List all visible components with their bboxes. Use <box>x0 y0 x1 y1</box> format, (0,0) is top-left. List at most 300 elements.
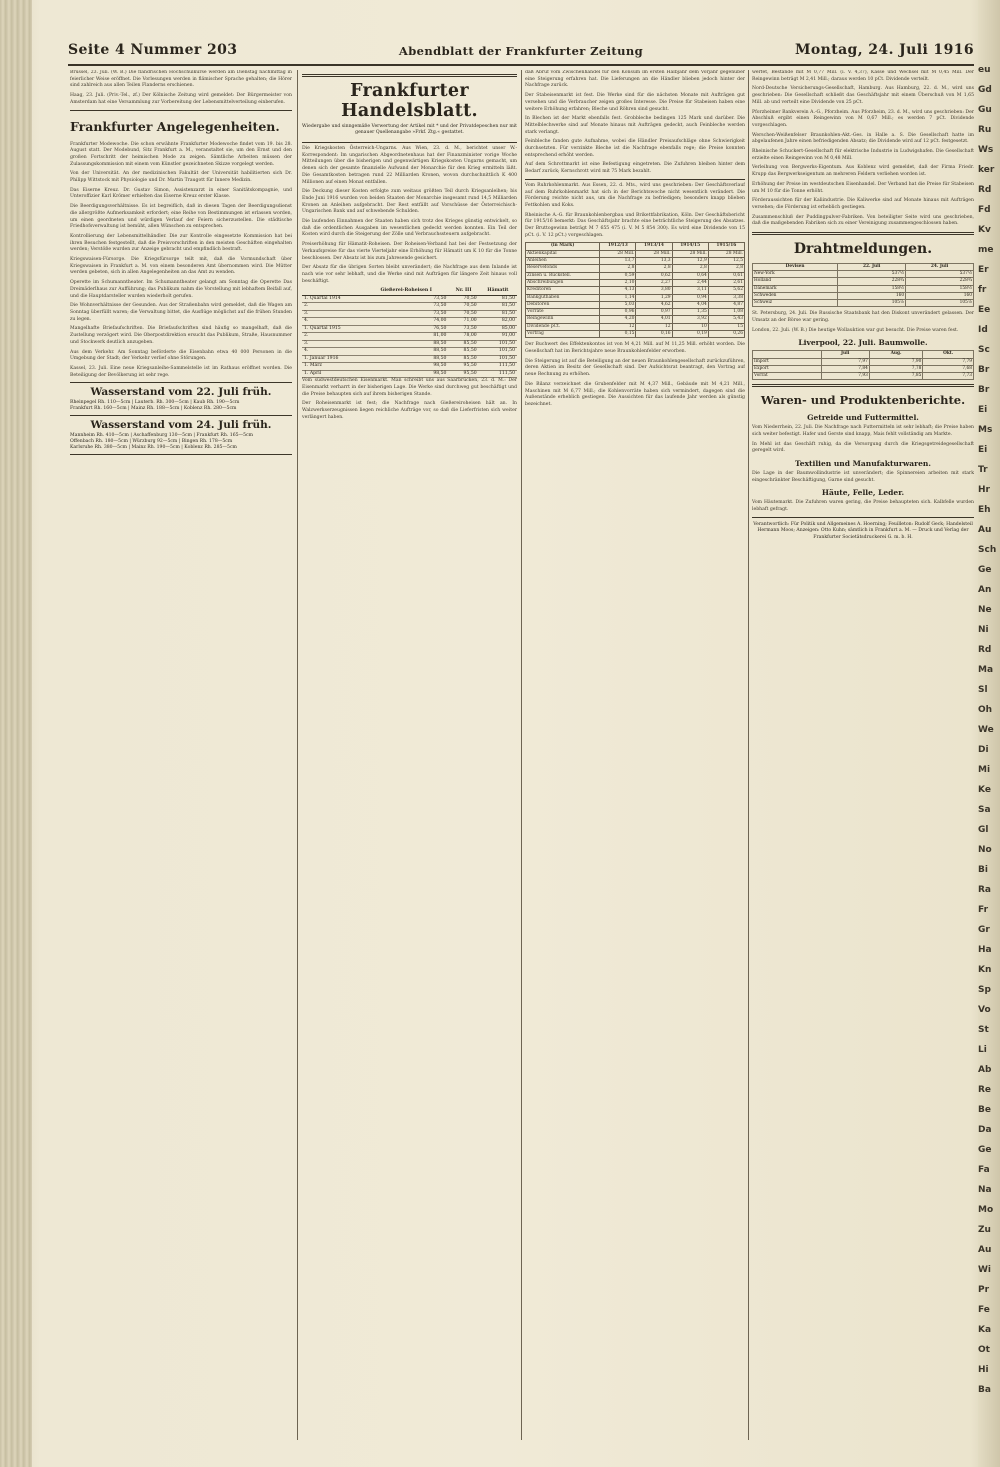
table-header: 1915/16 <box>708 243 744 250</box>
facing-page-text-fragment: eu <box>978 65 991 75</box>
table-cell: 0,62 <box>636 272 672 279</box>
facing-page-text-fragment: ker <box>978 165 995 175</box>
article-paragraph: Förderaussichten für der Kaliindustrie. Die Kaliwerke sind auf Monate hinaus mit Aufträgen versehen; die Förderung ist erheblich gestiegen. <box>752 198 974 210</box>
table-cell: 101,50 <box>479 348 517 356</box>
table-cell: New-York <box>753 271 838 278</box>
imprint: Verantwortlich: Für Politik und Allgemeines A. Hoerning; Feuilleton: Rudolf Geck; Handelsteil Hermann Moos; Anzeigen: Otto Kuhn; sämtlich in Frankfurt a. M. — Druck und Verlag der Frankfurter Societätsdruckerei G. m. b. H. <box>753 521 973 540</box>
table-header: 1912/13 <box>600 243 636 250</box>
table-row <box>526 272 745 279</box>
table-cell: 101,50 <box>479 355 517 363</box>
article-paragraph: Die Bilanz verzeichnet die Grubenfelder mit M 4,37 Mill., Gebäude mit M 4,21 Mill., Maschinen mit M 6,77 Mill.; die Kohlenvorräte haben sich vermindert, dagegen sind die Außenstände erheblich gestiegen. Die Aussichten für das laufende Jahr werden als günstig bezeichnet. <box>525 381 745 407</box>
facing-page-text-fragment: Ru <box>978 125 992 135</box>
exchange-rate-table <box>752 263 974 307</box>
table-cell: Dividende pCt. <box>526 323 600 330</box>
article-paragraph: In Blechen ist der Markt ebenfalls fest. Grobbleche bedingen 125 Mark und darüber. Die Mittelblechwerke sind auf Monate hinaus mit Aufträgen gedeckt, auch Feinbleche werden stark verlangt. <box>525 116 745 135</box>
divider <box>302 74 517 77</box>
table-cell: 12,9 <box>672 258 708 265</box>
table-cell: 7,79 <box>923 358 974 365</box>
table-row <box>526 287 745 294</box>
table-cell: 0,64 <box>672 272 708 279</box>
facing-page-text-fragment: Ne <box>978 605 992 615</box>
table-cell: 228¾ <box>906 278 974 285</box>
facing-page-text-fragment: Pr <box>978 1285 990 1295</box>
table-cell: 91,00 <box>479 333 517 341</box>
article-paragraph: Der Buchwert des Effektenkontos ist von M 4,21 Mill. auf M 11,25 Mill. erhöht worden. Die Gesellschaft hat im Berichtsjahre neue Braunkohlenfelder erworben. <box>525 342 745 355</box>
table-row <box>526 301 745 308</box>
facing-page-text-fragment: me <box>978 245 994 255</box>
table-row <box>302 355 517 363</box>
table-cell: Aktienkapital <box>526 250 600 257</box>
table-header <box>302 288 364 295</box>
table-cell: 4,87 <box>708 301 744 308</box>
table-cell: 2. <box>302 333 364 341</box>
table-row <box>302 340 517 348</box>
subsection-title: Textilien und Manufakturwaren. <box>795 459 931 469</box>
water-level-list <box>70 400 292 412</box>
table-cell: 7,93 <box>821 373 869 380</box>
table-cell: 1,35 <box>672 309 708 316</box>
table-cell: 537½ <box>906 271 974 278</box>
facing-page-text-fragment: Ka <box>978 1325 992 1335</box>
facing-page-text-fragment: Li <box>978 1045 987 1055</box>
divider <box>752 232 974 235</box>
column-rule <box>748 70 749 1440</box>
table-cell: 28 Mill. <box>672 250 708 257</box>
table-cell: 158½ <box>838 285 906 292</box>
table-header: Okt. <box>923 351 974 358</box>
facing-page-text-fragment: Ke <box>978 785 991 795</box>
table-header: 1913/14 <box>636 243 672 250</box>
facing-page-text-fragment: Fe <box>978 1305 990 1315</box>
article-paragraph: Rheinische A.-G. für Braunkohlenbergbau und Brikettfabrikation, Köln. Der Geschäftsbericht für 1915/16 bemerkt: Das Geschäftsjahr brachte eine beträchtliche Steigerung des Absatzes. Der Bruttogewinn beträgt M 7 655 475 (i. V. M 5 854 300). Es wird eine Dividende von 15 pCt. (i. V. 12 pCt.) vorgeschlagen. <box>525 212 745 238</box>
facing-page-text-fragment: Oh <box>978 705 993 715</box>
table-cell: 2,27 <box>636 279 672 286</box>
table-cell: 4,13 <box>600 287 636 294</box>
table-cell: 1. Quartal 1914 <box>302 295 364 303</box>
company-balance-table <box>525 242 745 338</box>
table-cell: 1,14 <box>600 294 636 301</box>
table-cell: 95,50 <box>448 363 478 371</box>
liverpool-title: Liverpool, 22. Juli. Baumwolle. <box>798 338 928 348</box>
facing-page-text-fragment: Na <box>978 1185 992 1195</box>
table-cell: 15 <box>708 323 744 330</box>
table-cell: 0,96 <box>600 309 636 316</box>
facing-page-text-fragment: Kn <box>978 965 992 975</box>
column-3 <box>525 70 745 1440</box>
issue-date: Montag, 24. Juli 1916 <box>795 42 974 58</box>
table-row <box>526 294 745 301</box>
table-cell: 7,73 <box>923 373 974 380</box>
table-cell: 10 <box>672 323 708 330</box>
facing-page-text-fragment: Eh <box>978 505 991 515</box>
article-paragraph: Der Stabeisenmarkt ist fest. Die Werke sind für die nächsten Monate mit Aufträgen gut versehen und die Verbraucher zeigen großes Interesse. Die Preise für Stabeisen haben eine weitere Erhöhung erfahren; Bleche und Röhren sind gesucht. <box>525 93 745 112</box>
water-level-row: Offenbach Rh. 180—5cm | Würzburg 92—5cm | Bingen Rh. 178—5cm <box>70 439 233 445</box>
facing-page-text-fragment: Gu <box>978 105 992 115</box>
table-cell: 0,26 <box>708 331 744 338</box>
article-paragraph: Frankfurter Modewoche. Die schon erwähnte Frankfurter Modewoche findet vom 19. bis 28. August statt. Der Modebund, Sitz Frankfurt a. M., veranstaltet sie, um den Ernst und den großen Fortschritt der heimischen Mode zu zeigen. Sämtliche Arbeiten müssen der Zulassungskommission mit einem vom Künstler gezeichneten Skizze vorgelegt werden. <box>70 141 292 167</box>
table-cell: 160 <box>838 292 906 299</box>
column-rule <box>297 70 298 1440</box>
facing-page-text-fragment: Da <box>978 1125 992 1135</box>
table-cell: Kreditoren <box>526 287 600 294</box>
table-cell: 4,01 <box>636 316 672 323</box>
article-paragraph: Preiserhöhung für Hämatit-Roheisen. Der Roheisen-Verband hat bei der Festsetzung der Verkaufspreise für das vierte Vierteljahr eine Erhöhung für Hämatit um K 10 für die Tonne beschlossen. Der Absatz ist bis zum Jahresende gesichert. <box>302 242 517 261</box>
facing-page-text-fragment: Mo <box>978 1205 994 1215</box>
table-cell: 76,50 <box>364 325 448 333</box>
article-paragraph: Das Eiserne Kreuz. Dr. Gustav Simon, Assistenzarzt in einer Sanitätskompagnie, und Unteroffizier Karl Krömer erhielten das Eiserne Kreuz erster Klasse. <box>70 187 292 200</box>
article-paragraph: Mangelhafte Briefaufschriften. Die Briefaufschriften sind häufig so mangelhaft, daß die Zustellung verzögert wird. Die Oberpostdirektion ersucht das Publikum, Straße, Hausnummer und Stockwerk deutlich anzugeben. <box>70 326 292 345</box>
article-paragraph: Vom Niederrhein, 22. Juli. Die Nachfrage nach Futtermitteln ist sehr lebhaft; die Preise haben sich weiter befestigt. Hafer und Gerste sind knapp, Mais fehlt vollständig am Markte. <box>752 425 974 437</box>
article-paragraph: Die Steigerung ist auf die Beteiligung an der neuen Braunkohlengesellschaft zurückzuführen, deren Aktien im Besitz der Gesellschaft sind. Der Aufsichtsrat beantragt, den Vortrag auf neue Rechnung zu erhöhen. <box>525 358 745 378</box>
article-paragraph: Kassel, 23. Juli. Eine neue Kriegsanleihe-Sammelstelle ist im Rathaus eröffnet worden. Die Beteiligung der Bevölkerung ist sehr rege. <box>70 365 292 378</box>
facing-page-text-fragment: Gr <box>978 925 990 935</box>
table-cell: Reingewinn <box>526 316 600 323</box>
page-number-label: Seite 4 Nummer 203 <box>68 42 238 58</box>
article-paragraph: daß Abruf vom Zwischenhandel für den Konsum im ersten Halbjahr dem Vorjahr gegenüber eine Steigerung erfahren hat. Die Lieferungen an die Händler blieben jedoch hinter der Nachfrage zurück. <box>525 70 745 89</box>
table-cell: Abschreibungen <box>526 279 600 286</box>
table-cell: 2,10 <box>600 279 636 286</box>
facing-page-text-fragment: St <box>978 1025 989 1035</box>
table-cell: 228¾ <box>838 278 906 285</box>
table-cell: Vorrat <box>753 373 822 380</box>
table-row <box>753 292 974 299</box>
facing-page-fragment <box>978 60 998 1440</box>
table-cell: 28 Mill. <box>636 250 672 257</box>
facing-page-text-fragment: Mi <box>978 765 991 775</box>
table-cell: 74,00 <box>364 318 448 326</box>
table-cell: 82,00 <box>479 318 517 326</box>
facing-page-text-fragment: Br <box>978 365 990 375</box>
table-row <box>526 265 745 272</box>
table-cell: 111,50 <box>479 363 517 371</box>
table-cell: Zinsen u. Rückstell. <box>526 272 600 279</box>
article-paragraph: Die Kriegskosten Österreich-Ungarns. Aus Wien, 23. d. M., berichtet unser W.-Korrespondent: Im ungarischen Abgeordnetenhaus hat der Finanzminister vorige Woche Mitteilungen über die bisherigen und gegenwärtigen Kriegskosten Ungarns gemacht, um denen sich der gesamte finanzielle Aufwand der Monarchie für den Krieg ermitteln läßt. Die Gesamtkosten betragen rund 22 Milliarden Kronen, wovon durchschnittlich K 400 Millionen auf einen Monat entfallen. <box>302 146 517 185</box>
facing-page-text-fragment: Tr <box>978 465 988 475</box>
water-level-row: Mannheim Rh. 410—5cm | Aschaffenburg 130—5cm | Frankfurt Rh. 165—5cm <box>70 433 253 439</box>
facing-page-text-fragment: Ba <box>978 1385 991 1395</box>
table-cell: 12 <box>600 323 636 330</box>
facing-page-text-fragment: Be <box>978 1105 991 1115</box>
article-paragraph: Brüssel, 23. Juli. (W. B.) Die flandrischen Hochschulkurse werden am Dienstag nachmittag in feierlicher Weise eröffnet. Die Vorlesungen werden in flämischer Sprache gehalten; die Hörer sind zahlreich aus allen Teilen Flanderns erschienen. <box>70 70 292 89</box>
facing-page-text-fragment: Au <box>978 525 992 535</box>
facing-page-text-fragment: Vo <box>978 1005 991 1015</box>
article-paragraph: St. Petersburg, 24. Juli. Die Russische Staatsbank hat den Diskont unverändert gelassen. Der Umsatz an der Börse war gering. <box>752 311 974 323</box>
table-cell: 7,84 <box>821 365 869 372</box>
table-header <box>753 351 822 358</box>
article-paragraph: In Mehl ist das Geschäft ruhig, da die Versorgung durch die Kriegsgetreidegesellschaft geregelt wird. <box>752 441 974 454</box>
facing-page-text-fragment: Id <box>978 325 988 335</box>
facing-page-text-fragment: Ei <box>978 405 988 415</box>
divider <box>70 382 292 383</box>
table-cell: 1. Quartal 1915 <box>302 325 364 333</box>
article-paragraph: Verleihung von Bergwerks-Eigentum. Aus Koblenz wird gemeldet, daß der Firma Friedr. Krupp das Bergwerkseigentum an mehreren Feldern verliehen worden ist. <box>752 165 974 178</box>
table-cell: Bankguthaben <box>526 294 600 301</box>
table-cell: 1,29 <box>636 294 672 301</box>
column-2 <box>302 70 517 1440</box>
facing-page-text-fragment: Au <box>978 1245 992 1255</box>
water-level-title: Wasserstand vom 22. Juli früh. <box>90 386 272 399</box>
table-cell: 537½ <box>838 271 906 278</box>
facing-page-text-fragment: Ma <box>978 665 994 675</box>
table-cell: 0,15 <box>600 331 636 338</box>
table-cell: 0,59 <box>600 272 636 279</box>
table-cell: Vortrag <box>526 331 600 338</box>
table-header: (in Mark) <box>526 243 600 250</box>
table-cell: 85,50 <box>448 348 478 356</box>
article-paragraph: Haag, 23. Juli. (Priv.-Tel., zf.) Der Kölnische Zeitung wird gemeldet: Der Bürgermeister von Amsterdam hat eine Versammlung zur Vorbereitung der Lebensmittelverteilung einberufen. <box>70 93 292 105</box>
facing-page-text-fragment: Br <box>978 385 990 395</box>
table-cell: Schweden <box>753 292 838 299</box>
facing-page-text-fragment: Ra <box>978 885 992 895</box>
table-header: Aug. <box>869 351 923 358</box>
article-paragraph: Zusammenschluß der Puddingpulver-Fabriken. Von beteiligter Seite wird uns geschrieben, daß die maßgebenden Fabriken sich zu einer Vereinigung zusammengeschlossen haben. <box>752 214 974 227</box>
table-cell: 81,50 <box>479 295 517 303</box>
table-cell: 2,8 <box>636 265 672 272</box>
table-cell: 3. <box>302 340 364 348</box>
table-cell: 3,11 <box>672 287 708 294</box>
table-header: Nr. III <box>448 288 478 295</box>
facing-page-text-fragment: Kv <box>978 225 991 235</box>
reprint-note: Wiedergabe und sinngemäße Verwertung der Artikel mit * und der Privatdepeschen nur mit genauer Quellenangabe »Frkf. Ztg.« gestattet. <box>302 124 517 135</box>
article-paragraph: Vom südwestdeutschen Eisenmarkt. Man schreibt uns aus Saarbrücken, 23. d. M.: Der Eisenmarkt verharrt in der bisherigen Lage. Die Werke sind durchweg gut beschäftigt und die Preise behaupten sich auf ihrem bisherigen Stande. <box>302 378 517 397</box>
table-cell: 0,94 <box>672 294 708 301</box>
facing-page-text-fragment: Re <box>978 1085 992 1095</box>
facing-page-text-fragment: Hi <box>978 1365 989 1375</box>
table-cell: 98,50 <box>364 370 448 378</box>
article-paragraph: Nord-Deutsche Versicherungs-Gesellschaft, Hamburg. Aus Hamburg, 22. d. M., wird uns geschrieben: Die Gesellschaft schließt das Geschäftsjahr mit einem Überschuß von M 1,65 Mill. ab und verteilt eine Dividende von 25 pCt. <box>752 86 974 105</box>
table-cell: 85,00 <box>479 325 517 333</box>
table-row <box>302 318 517 326</box>
table-cell: 2,44 <box>672 279 708 286</box>
table-cell: 85,50 <box>448 355 478 363</box>
page-binding-edge <box>0 0 32 1467</box>
table-cell: 4. <box>302 318 364 326</box>
table-cell: 73,50 <box>364 303 448 311</box>
table-row <box>302 295 517 303</box>
subsection-title: Getreide und Futtermittel. <box>807 413 919 423</box>
table-cell: 4. <box>302 348 364 356</box>
table-cell: 71,00 <box>448 318 478 326</box>
facing-page-text-fragment: Ab <box>978 1065 992 1075</box>
table-row <box>302 303 517 311</box>
table-cell: 1. April <box>302 370 364 378</box>
article-paragraph: Der Absatz für die übrigen Sorten bleibt unverändert; die Nachfrage aus dem Inlande ist nach wie vor sehr lebhaft, und die Werke sind mit Aufträgen für längere Zeit hinaus voll beschäftigt. <box>302 265 517 284</box>
table-cell: 73,50 <box>364 295 448 303</box>
table-cell: 2,8 <box>600 265 636 272</box>
table-cell: 2,8 <box>708 265 744 272</box>
divider <box>70 454 292 455</box>
table-cell: 7,68 <box>923 365 974 372</box>
table-cell: Debitoren <box>526 301 600 308</box>
table-cell: 13,3 <box>636 258 672 265</box>
table-cell: 1. März <box>302 363 364 371</box>
table-cell: 70,50 <box>448 303 478 311</box>
table-row <box>753 285 974 292</box>
table-cell: 70,50 <box>448 310 478 318</box>
table-row <box>753 271 974 278</box>
facing-page-text-fragment: Sch <box>978 545 997 555</box>
table-cell: 70,50 <box>448 295 478 303</box>
table-cell: 85,50 <box>448 340 478 348</box>
article-paragraph: Die laufenden Einnahmen der Staaten haben sich trotz des Krieges günstig entwickelt, so daß die ordentlichen Ausgaben im wesentlichen gedeckt werden konnten. Ein Teil der Kosten wird durch die Steigerung der Zölle und Verbrauchssteuern aufgebracht. <box>302 219 517 238</box>
table-row <box>302 348 517 356</box>
table-cell: 95,50 <box>448 370 478 378</box>
table-header: 24. Juli <box>906 264 974 271</box>
article-paragraph: Vom Ruhrkohlenmarkt. Aus Essen, 22. d. Mts., wird uns geschrieben: Der Geschäftsverlauf auf dem Ruhrkohlenmarkt hat sich in der Berichtswoche nicht wesentlich verändert. Die Förderung reichte nicht aus, um die Nachfrage zu befriedigen; besonders knapp blieben Fettkohlen und Koks. <box>525 182 745 208</box>
table-cell: 98,50 <box>364 363 448 371</box>
table-cell: 0,16 <box>636 331 672 338</box>
facing-page-text-fragment: Sl <box>978 685 988 695</box>
cotton-table <box>752 350 974 380</box>
section-title-local: Frankfurter Angelegenheiten. <box>70 118 280 134</box>
table-row <box>753 278 974 285</box>
facing-page-text-fragment: Wi <box>978 1265 992 1275</box>
section-title-commodities: Waren- und Produktenberichte. <box>760 393 966 408</box>
table-cell: 4,62 <box>636 301 672 308</box>
facing-page-text-fragment: Rd <box>978 645 992 655</box>
facing-page-text-fragment: fr <box>978 285 987 295</box>
facing-page-text-fragment: Fr <box>978 905 989 915</box>
table-row <box>526 323 745 330</box>
table-cell: Schweiz <box>753 300 838 307</box>
table-row <box>302 325 517 333</box>
table-cell: 13,7 <box>600 258 636 265</box>
table-header: Juli <box>821 351 869 358</box>
facing-page-text-fragment: Ws <box>978 145 994 155</box>
table-cell: 28 Mill. <box>708 250 744 257</box>
table-row <box>753 365 974 372</box>
table-cell: 73,50 <box>448 325 478 333</box>
table-cell: 7,78 <box>869 365 923 372</box>
facing-page-text-fragment: Ge <box>978 1145 992 1155</box>
facing-page-text-fragment: Sc <box>978 345 990 355</box>
table-row <box>526 279 745 286</box>
article-paragraph: Die Lage in der Baumwollindustrie ist unverändert; die Spinnereien arbeiten mit stark eingeschränkter Beschäftigung, Garne sind gesucht. <box>752 471 974 483</box>
table-row <box>526 309 745 316</box>
table-header: 22. Juli <box>838 264 906 271</box>
table-cell: 2,8 <box>672 265 708 272</box>
facing-page-text-fragment: We <box>978 725 994 735</box>
table-cell: 81,00 <box>364 333 448 341</box>
facing-page-text-fragment: Fa <box>978 1165 990 1175</box>
table-cell: 7,97 <box>821 358 869 365</box>
section-title-telegrams: Drahtmeldungen. <box>793 241 933 258</box>
divider <box>70 110 292 111</box>
divider <box>525 179 745 180</box>
divider <box>302 142 517 143</box>
table-cell: 3. <box>302 310 364 318</box>
table-cell: 0,19 <box>672 331 708 338</box>
facing-page-text-fragment: No <box>978 845 992 855</box>
facing-page-text-fragment: Sp <box>978 985 991 995</box>
table-cell: 2. <box>302 303 364 311</box>
table-cell: 1,08 <box>708 309 744 316</box>
table-cell: 111,50 <box>479 370 517 378</box>
article-paragraph: Die Deckung dieser Kosten erfolgte zum weitaus größten Teil durch Kriegsanleihen; bis Ende Juni 1916 wurden von beiden Staaten der Monarchie insgesamt rund 14,5 Milliarden Kronen an Anleihen aufgebracht. Der Rest entfällt auf Vorschüsse der Österreichisch-Ungarischen Bank und auf schwebende Schulden. <box>302 189 517 215</box>
table-cell: 78,00 <box>448 333 478 341</box>
table-cell: Anleihen <box>526 258 600 265</box>
facing-page-text-fragment: Ni <box>978 625 989 635</box>
table-row <box>302 333 517 341</box>
divider <box>752 517 974 518</box>
table-row <box>753 358 974 365</box>
table-cell: 73,50 <box>364 310 448 318</box>
facing-page-text-fragment: Hr <box>978 485 990 495</box>
divider <box>70 415 292 416</box>
table-row <box>753 373 974 380</box>
table-row <box>302 310 517 318</box>
table-cell: 160 <box>906 292 974 299</box>
table-row <box>302 370 517 378</box>
water-level-list <box>70 433 292 451</box>
water-level-row: Rheinpegel Rh. 110—5cm | Lauterb. Rh. 300—5cm | Kaub Rh. 190—5cm <box>70 400 240 406</box>
facing-page-text-fragment: Ge <box>978 565 992 575</box>
article-paragraph: Von der Universität. An der medizinischen Fakultät der Universität habilitierten sich Dr. Philipp Wittstock mit Physiologie und Dr. Martin Traugott für Innere Medizin. <box>70 171 292 184</box>
article-paragraph: Operette im Schumanntheater. Im Schumanntheater gelangt am Sonntag die Operette Das Dreimäderlhaus zur Aufführung; das Publikum nahm die Vorstellung mit lebhaftem Beifall auf, und die Hauptdarsteller wurden wiederholt gerufen. <box>70 280 292 299</box>
table-header: 1914/15 <box>672 243 708 250</box>
article-paragraph: Werschen-Weißenfelser Braunkohlen-Akt.-Ges. in Halle a. S. Die Gesellschaft hatte im abgelaufenen Jahre einen befriedigenden Absatz; die Dividende wird auf 12 pCt. festgesetzt. <box>752 132 974 145</box>
table-cell: 5,62 <box>708 287 744 294</box>
table-cell: 2,61 <box>708 279 744 286</box>
table-cell: 7,85 <box>869 373 923 380</box>
table-cell: 81,50 <box>479 303 517 311</box>
table-cell: 5,43 <box>708 316 744 323</box>
facing-page-text-fragment: Er <box>978 265 989 275</box>
masthead-line <box>68 38 974 66</box>
table-cell: 105⅞ <box>838 300 906 307</box>
article-paragraph: Die Beerdigungsverhältnisse. Es ist begreiflich, daß in diesen Tagen der Beerdigungsdienst die allergrößte Aufmerksamkeit erfordert; eine Reihe von Bestimmungen ist erlassen worden, um einen geordneten und würdigen Verlauf der Feiern sicherzustellen. Die städtische Friedhofsverwaltung ist bemüht, allen Wünschen zu entsprechen. <box>70 204 292 230</box>
table-cell: Dänemark <box>753 285 838 292</box>
table-cell: Holland <box>753 278 838 285</box>
table-cell: 1. Januar 1916 <box>302 355 364 363</box>
column-1 <box>70 70 292 1440</box>
table-cell: 0,97 <box>636 309 672 316</box>
table-cell: 101,50 <box>479 340 517 348</box>
column-rule <box>521 70 522 1440</box>
facing-page-text-fragment: Ms <box>978 425 993 435</box>
table-cell: 3,92 <box>672 316 708 323</box>
article-paragraph: Die Wohnverhältnisse der Gesunden. Aus der Straßenbahn wird gemeldet, daß die Wagen am Sonntag überfüllt waren; die Verwaltung bittet, die Ausflüge möglichst auf die frühen Stunden zu legen. <box>70 303 292 322</box>
table-cell: 3,38 <box>708 294 744 301</box>
facing-page-text-fragment: Bi <box>978 865 988 875</box>
table-cell: 5,03 <box>600 301 636 308</box>
article-paragraph: Pforzheimer Bankverein A.-G., Pforzheim. Aus Pforzheim, 23. d. M., wird uns geschrieben: Der Abschluß ergibt einen Reingewinn von M 0,67 Mill.; es werden 7 pCt. Dividende vorgeschlagen. <box>752 109 974 128</box>
table-cell: Vorräte <box>526 309 600 316</box>
table-cell: 81,50 <box>479 310 517 318</box>
facing-page-text-fragment: Ot <box>978 1345 990 1355</box>
water-level-row: Karlsruhe Rh. 380—5cm | Mainz Rh. 190—5cm | Koblenz Rh. 285—5cm <box>70 445 237 451</box>
table-row <box>526 316 745 323</box>
table-cell: 4,04 <box>672 301 708 308</box>
facing-page-text-fragment: Rd <box>978 185 992 195</box>
table-row <box>526 331 745 338</box>
table-row <box>526 258 745 265</box>
article-paragraph: Vom Häutemarkt. Die Zufuhren waren gering, die Preise behaupteten sich. Kalbfelle wurden lebhaft gefragt. <box>752 500 974 513</box>
table-cell: 0,61 <box>708 272 744 279</box>
section-title-handelsblatt: Frankfurter Handelsblatt. <box>341 81 478 121</box>
table-row <box>753 300 974 307</box>
table-cell: 88,50 <box>364 340 448 348</box>
article-paragraph: London, 22. Juli. (W. B.) Die heutige Wollauktion war gut besucht. Die Preise waren fest. <box>752 327 959 333</box>
table-header: Hämatit <box>479 288 517 295</box>
table-cell: 158½ <box>906 285 974 292</box>
article-paragraph: Rheinische Schuckert-Gesellschaft für elektrische Industrie in Ludwigshafen. Die Gesellschaft erzielte einen Reingewinn von M 0,48 Mill. <box>752 149 974 161</box>
facing-page-text-fragment: Gd <box>978 85 992 95</box>
facing-page-text-fragment: Fd <box>978 205 991 215</box>
table-cell: 88,50 <box>364 348 448 356</box>
facing-page-text-fragment: Di <box>978 745 989 755</box>
water-level-title: Wasserstand vom 24. Juli früh. <box>90 419 272 432</box>
